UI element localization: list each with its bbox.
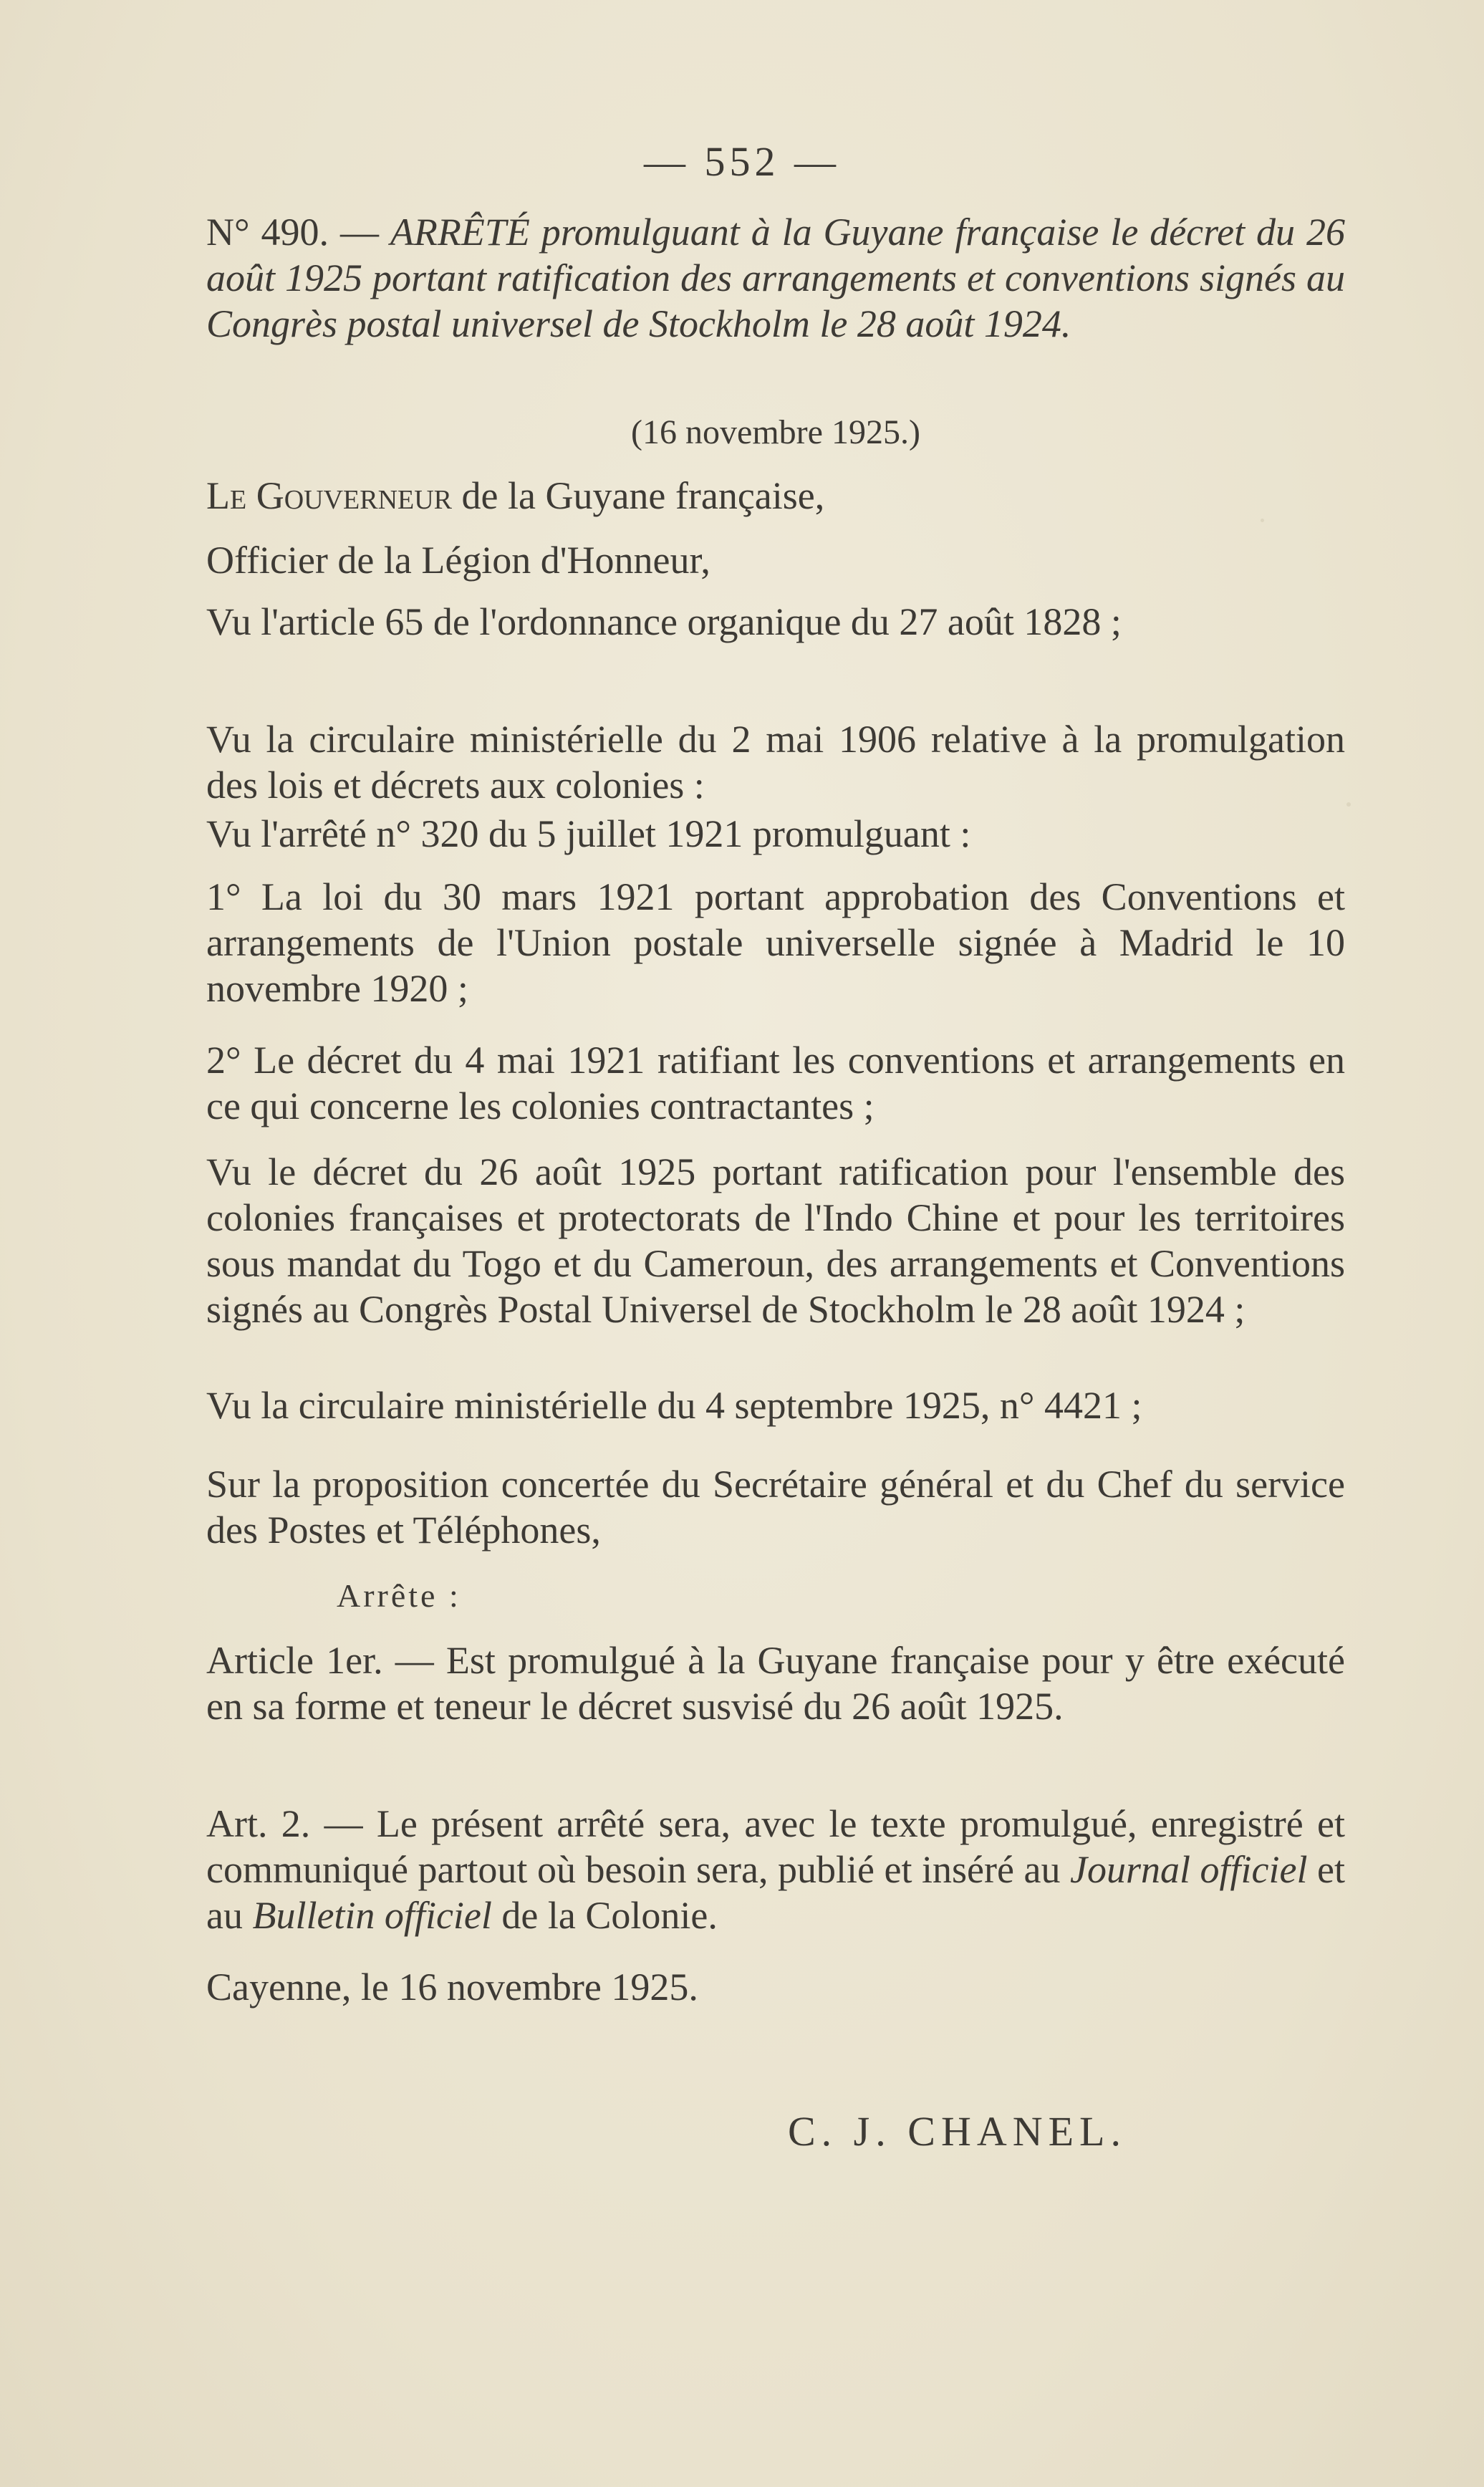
signature: C. J. CHANEL.: [788, 2108, 1127, 2155]
article-2-middle: et au: [206, 1848, 1345, 1937]
article-2-prefix: Art. 2. — Le présent arrêté sera, avec le texte promulgué, enregistré et communiqué partout où besoin sera, publié et inséré au: [206, 1802, 1345, 1891]
decree-title: ARRÊTÉ promulguant à la Guyane française le décret du 26 août 1925 portant ratification des arrangements et conventions signés au Congrès postal universel de Stockholm le 28 août 1924.: [206, 211, 1345, 345]
paragraph-proposition: Sur la proposition concertée du Secrétaire général et du Chef du service des Postes et Téléphones,: [206, 1463, 1345, 1552]
paragraph-ordonnance: Vu l'article 65 de l'ordonnance organique du 27 août 1828 ;: [206, 600, 1122, 643]
paragraph-arrete-320: Vu l'arrêté n° 320 du 5 juillet 1921 promulguant :: [206, 812, 971, 855]
place-date: Cayenne, le 16 novembre 1925.: [206, 1966, 698, 2009]
decree-heading: [206, 209, 1345, 347]
bulletin-officiel: Bulletin officiel: [252, 1894, 492, 1937]
governor-lead: Le Gouverneur: [206, 474, 453, 517]
article-1: Article 1er. — Est promulgué à la Guyane française pour y être exécuté en sa forme et teneur le décret susvisé du 26 août 1925.: [206, 1639, 1345, 1728]
page-number: — 552 —: [644, 138, 840, 185]
paper-speck: [1261, 519, 1264, 522]
paragraph-officer: Officier de la Légion d'Honneur,: [206, 539, 710, 582]
paragraph-governor: [206, 473, 1345, 519]
journal-officiel: Journal officiel: [1070, 1848, 1308, 1891]
paragraph-decret-1925: Vu le décret du 26 août 1925 portant ratification pour l'ensemble des colonies françaises et protectorats de l'Indo Chine et pour les territoires sous mandat du Togo et du Cameroun, des arrangements et Conventions signés au Congrès Postal Universel de Stockholm le 28 août 1924 ;: [206, 1150, 1345, 1331]
decree-number: N° 490. —: [206, 211, 390, 254]
governor-text: de la Guyane française,: [452, 474, 825, 517]
paragraph-circulaire-1906: Vu la circulaire ministérielle du 2 mai 1906 relative à la promulgation des lois et décrets aux colonies :: [206, 718, 1345, 807]
paragraph-loi-1921: 1° La loi du 30 mars 1921 portant approbation des Conventions et arrangements de l'Union postale universelle signée à Madrid le 10 novembre 1920 ;: [206, 875, 1345, 1010]
date-line: (16 novembre 1925.): [631, 413, 920, 451]
paper-speck: [1346, 802, 1351, 807]
paragraph-decret-1921: 2° Le décret du 4 mai 1921 ratifiant les conventions et arrangements en ce qui concerne les colonies contractantes ;: [206, 1039, 1345, 1127]
paragraph-circulaire-1925: Vu la circulaire ministérielle du 4 septembre 1925, n° 4421 ;: [206, 1384, 1142, 1427]
article-2: [206, 1801, 1345, 1938]
article-2-suffix: de la Colonie.: [491, 1894, 718, 1937]
arrete-label: Arrête :: [337, 1577, 461, 1614]
